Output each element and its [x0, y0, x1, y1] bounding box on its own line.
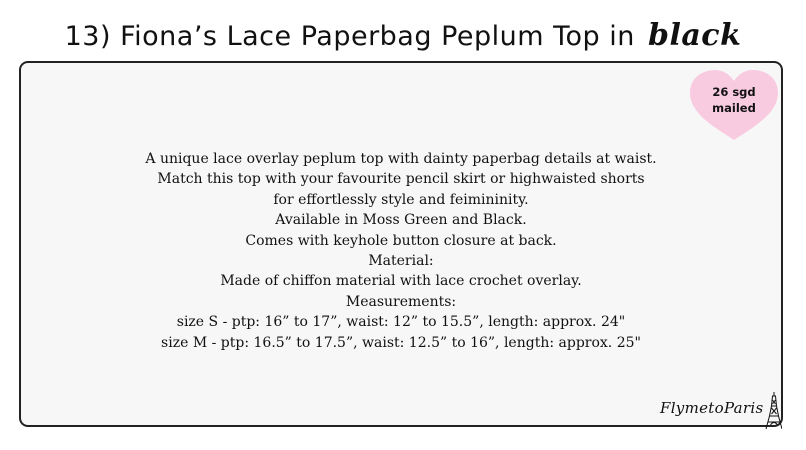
price-badge [686, 84, 782, 116]
size-s-measurements: size S - ptp: 16” to 17”, waist: 12” to 15.5”, length: approx. 24" [176, 314, 626, 331]
description-line: A unique lace overlay peplum top with dainty paperbag details at waist. [145, 151, 657, 167]
material-text: Made of chiffon material with lace crochet overlay. [220, 273, 582, 290]
description-line: Available in Moss Green and Black. [275, 212, 527, 229]
description-line: for effortlessly style and feimininity. [273, 191, 529, 208]
brand-logo-text: FlymetoParis [660, 399, 764, 417]
measurements-heading: Measurements: [345, 293, 457, 310]
size-m-measurements: size M - ptp: 16.5” to 17.5”, waist: 12.5” to 16”, length: approx. 25" [161, 334, 641, 351]
title-text: 13) Fiona’s Lace Paperbag Peplum Top in [64, 21, 635, 52]
title-color-word: black [648, 18, 742, 53]
description-line: Comes with keyhole button closure at back. [245, 232, 557, 249]
page-title [0, 18, 806, 53]
product-description [19, 149, 783, 353]
eiffel-tower-icon [660, 392, 782, 430]
description-line: Match this top with your favourite pencil skirt or highwaisted shorts [157, 171, 645, 188]
shipping-text: mailed [712, 101, 756, 115]
material-heading: Material: [368, 253, 434, 270]
price-text: 26 sgd [712, 85, 756, 99]
